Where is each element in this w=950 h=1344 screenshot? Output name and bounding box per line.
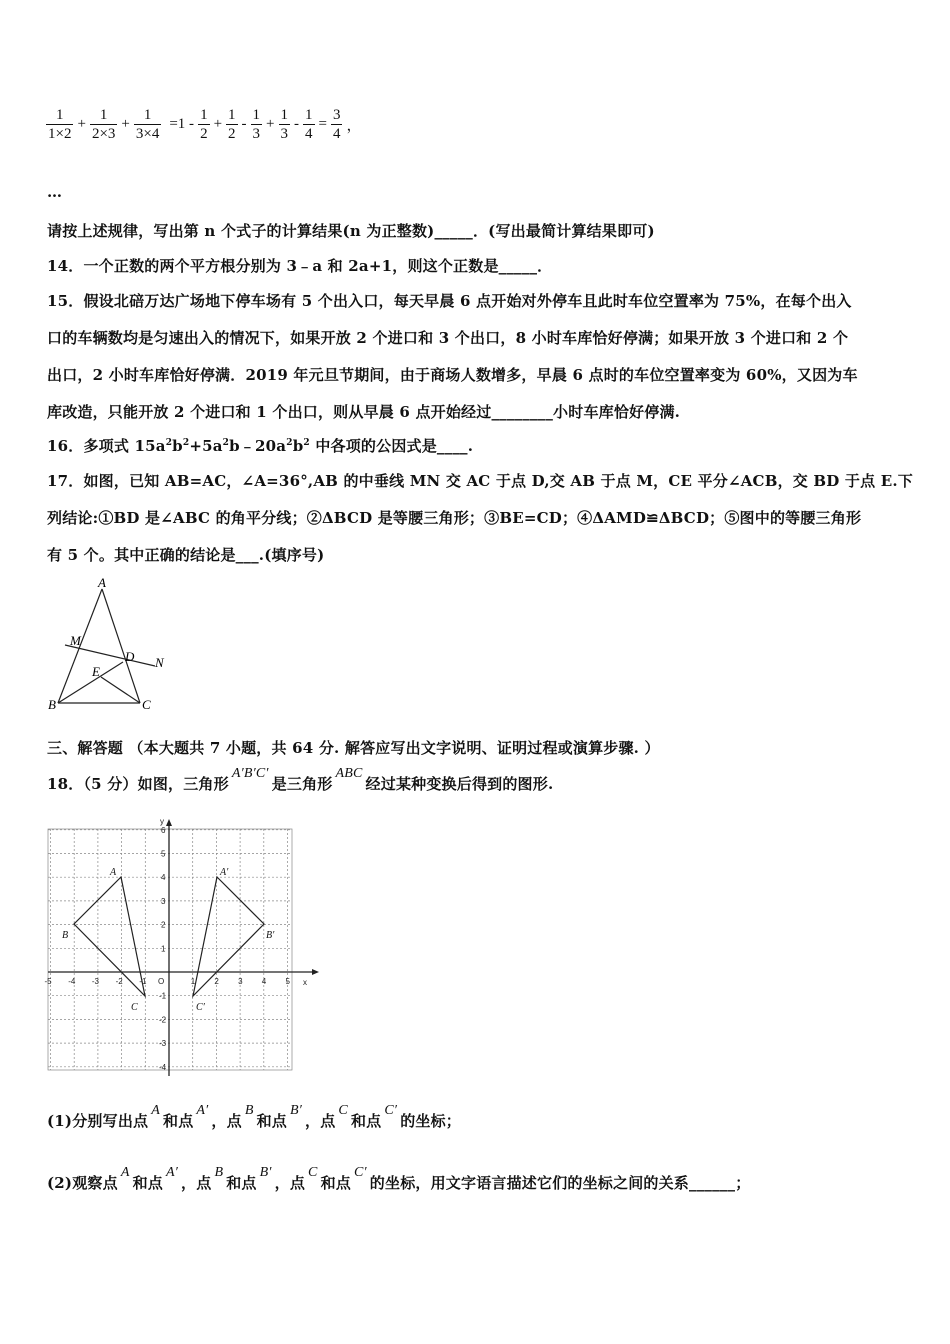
triangle-abc	[74, 877, 145, 996]
triangle-figure-q17	[45, 575, 175, 715]
fraction: $\frac{1}{3}$	[280, 106, 288, 142]
label-d: D	[125, 649, 135, 664]
y-axis-label: y	[160, 817, 164, 826]
x-tick-label: -4	[68, 977, 76, 986]
label-b: B	[48, 697, 56, 712]
fraction: $\frac{1}{1\times 2}$	[48, 106, 72, 142]
fraction: $\frac{1}{4}$	[305, 106, 313, 142]
point-b-label: B	[62, 930, 69, 941]
side-ac	[102, 589, 140, 703]
x-tick-label: -3	[91, 977, 100, 986]
point-c-label: C	[131, 1002, 138, 1013]
question-18: 18．（5 分）如图，三角形A′B′C′是三角形ABC经过某种变换后得到的图形.	[47, 766, 554, 793]
label-a: A	[98, 575, 106, 590]
question-15-line-2: 口的车辆数均是匀速出入的情况下，如果开放 2 个进口和 3 个出口，8 小时车库恰好停满；如果开放 3 个进口和 2 个	[47, 329, 849, 347]
fraction: $\frac{1}{2}$	[200, 106, 208, 142]
x-tick-label: -1	[139, 977, 147, 986]
x-axis-arrow	[312, 969, 319, 975]
triangle-a1b1c1	[190, 877, 264, 996]
y-tick-label: -4	[159, 1062, 167, 1072]
y-tick-label: -1	[159, 991, 167, 1001]
label-n: N	[155, 655, 164, 670]
y-tick-label: 1	[161, 944, 166, 954]
point-c1-label: C′	[196, 1002, 205, 1013]
sub-question-1: (1)分别写出点A和点A′，点B和点B′，点C和点C′的坐标；	[47, 1103, 461, 1130]
point-b1-label: B′	[266, 930, 275, 941]
x-axis-label: x	[303, 978, 307, 987]
x-tick-label: 5	[285, 977, 290, 986]
label-e: E	[92, 664, 100, 679]
y-tick-label: 2	[161, 920, 166, 930]
fraction: $\frac{1}{3\times 4}$	[135, 106, 160, 142]
label-c: C	[142, 697, 151, 712]
q13-tail: 请按上述规律，写出第 n 个式子的计算结果(n 为正整数)_____．(写出最简计算结果即可)	[47, 222, 655, 240]
question-15-line-1: 15．假设北碚万达广场地下停车场有 5 个出入口，每天早晨 6 点开始对外停车且此时车位空置率为 75%，在每个出入	[47, 292, 852, 310]
label-m: M	[70, 633, 81, 648]
point-a1-label: A′	[220, 867, 229, 878]
question-16: 16．多项式 $15a^2b^2+5a^2b﹣20a^2b^2$ 中各项的公因式是____.	[47, 437, 474, 455]
point-a-label: A	[110, 867, 117, 878]
sub-question-2: (2)观察点A和点A′，点B和点B′，点C和点C′的坐标，用文字语言描述它们的坐标之间的关系______；	[47, 1165, 751, 1192]
question-17-line-2: 列结论:①BD 是∠ABC 的角平分线；②ΔBCD 是等腰三角形；③BE=CD；④ΔAMD≌ΔBCD；⑤图中的等腰三角形	[47, 509, 862, 527]
x-tick-label: 1	[190, 977, 196, 986]
question-14: 14．一个正数的两个平方根分别为 3﹣a 和 2a+1，则这个正数是_____．	[47, 257, 553, 275]
segment-bd	[58, 662, 123, 703]
segment-ce	[101, 677, 140, 703]
y-tick-label: 5	[161, 849, 166, 859]
formula-line: $\frac{1}{1\times 2}$ + $\frac{1}{2\times 3}$ + $\frac{1}{3\times 4}$ =1 - $\frac{1}{2}$ + $\frac{1}{2}$ - $\frac{1}{3}$ + $\frac{1}{3}$ - $\frac{1}{4}$ = $\frac{3}{4}$ ，	[48, 106, 362, 142]
x-tick-label: 3	[238, 977, 243, 986]
x-tick-label: 4	[261, 977, 267, 986]
fraction: $\frac{3}{4}$	[332, 106, 341, 142]
question-17-line-3: 有 5 个。其中正确的结论是___.(填序号)	[47, 546, 325, 564]
y-tick-label: 4	[161, 873, 166, 883]
coordinate-grid	[40, 814, 325, 1086]
y-axis-arrow	[166, 819, 172, 826]
y-tick-label: -3	[159, 1039, 167, 1049]
fraction: $\frac{1}{3}$	[252, 106, 261, 142]
line-mn	[65, 645, 155, 666]
x-tick-label: 2	[214, 977, 219, 986]
grid-border	[48, 829, 292, 1070]
y-tick-label: -2	[159, 1015, 167, 1025]
x-tick-label: -5	[44, 977, 52, 986]
y-tick-label: 3	[161, 896, 166, 906]
fraction: $\frac{1}{2}$	[228, 106, 236, 142]
y-tick-label: 6	[161, 825, 166, 835]
question-15-line-4: 库改造，只能开放 2 个进口和 1 个出口，则从早晨 6 点开始经过________小时车库恰好停满.	[47, 403, 681, 421]
question-15-line-3: 出口，2 小时车库恰好停满．2019 年元旦节期间，由于商场人数增多，早晨 6 点时的车位空置率变为 60%，又因为车	[47, 366, 858, 384]
fraction: $\frac{1}{2\times 3}$	[91, 106, 116, 142]
ellipsis: …	[47, 183, 63, 201]
x-tick-label: -2	[115, 977, 123, 986]
question-17-line-1: 17．如图，已知 AB=AC，∠A=36°,AB 的中垂线 MN 交 AC 于点 D,交 AB 于点 M，CE 平分∠ACB，交 BD 于点 E.下	[47, 472, 913, 490]
section-3-heading: 三、解答题 （本大题共 7 小题，共 64 分. 解答应写出文字说明、证明过程或演算步骤. ）	[47, 739, 660, 757]
origin-label: O	[158, 977, 165, 986]
